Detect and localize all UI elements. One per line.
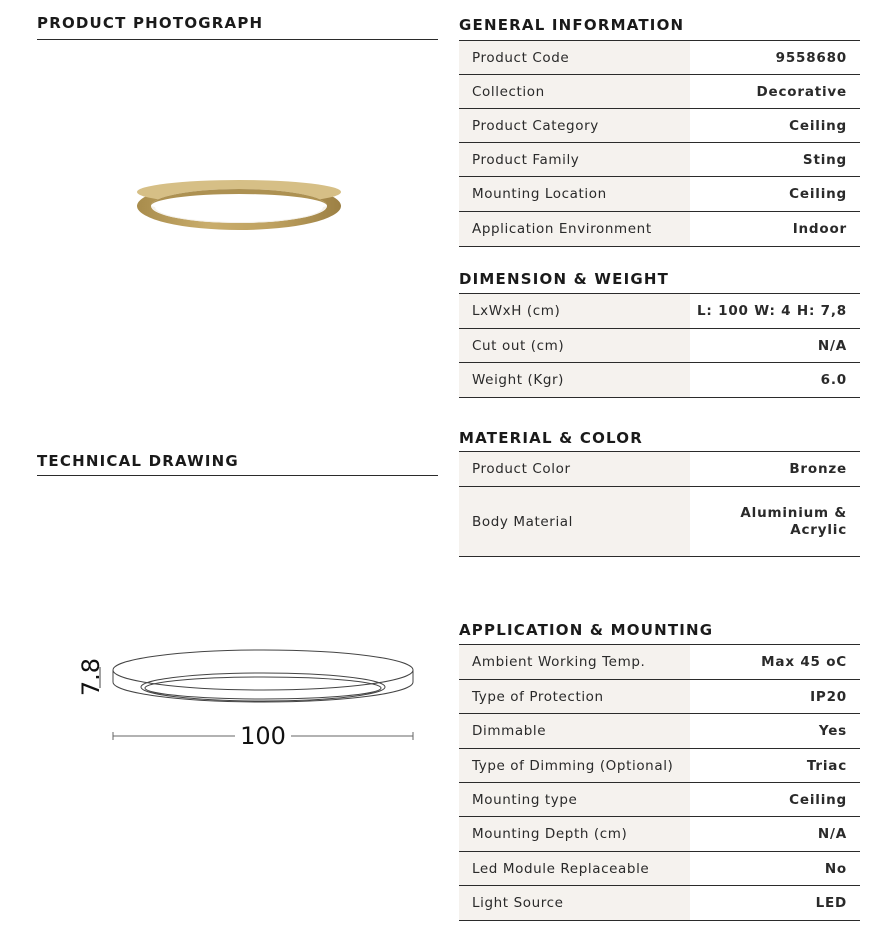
- row-label: Light Source: [459, 886, 690, 920]
- row-value: Ceiling: [789, 117, 847, 134]
- row-label: Application Environment: [459, 212, 690, 246]
- drawing-width-label: 100: [240, 722, 286, 750]
- general-information-table: [459, 40, 860, 247]
- table-row: [459, 329, 860, 363]
- table-row: [459, 645, 860, 680]
- material-color-heading: MATERIAL & COLOR: [459, 429, 643, 447]
- product-photograph-heading: PRODUCT PHOTOGRAPH: [37, 14, 264, 32]
- row-value: Sting: [802, 151, 847, 168]
- photo-heading-rule: [37, 39, 438, 40]
- drawing-height-label: 7.8: [77, 657, 105, 697]
- technical-drawing: [60, 640, 430, 760]
- material-color-table: [459, 451, 860, 557]
- row-label: Led Module Replaceable: [459, 852, 690, 885]
- table-row: [459, 852, 860, 886]
- row-value: Ceiling: [789, 791, 847, 808]
- table-row: [459, 363, 860, 398]
- row-label: Product Category: [459, 109, 690, 142]
- row-value: 9558680: [775, 49, 847, 66]
- row-value: Max 45 oC: [761, 654, 847, 670]
- row-value: Aluminium & Acrylic: [740, 504, 847, 538]
- general-information-heading: GENERAL INFORMATION: [459, 16, 685, 34]
- table-row: [459, 714, 860, 749]
- row-value: Ceiling: [789, 186, 847, 202]
- row-value: Yes: [818, 723, 847, 739]
- row-label: Weight (Kgr): [459, 363, 690, 397]
- row-label: Product Code: [459, 41, 690, 74]
- row-value: Decorative: [756, 83, 847, 100]
- table-row: [459, 75, 860, 109]
- table-row: [459, 783, 860, 817]
- row-value: No: [824, 860, 847, 877]
- table-row: [459, 109, 860, 143]
- row-value: Bronze: [789, 461, 847, 477]
- row-label: Type of Dimming (Optional): [459, 749, 690, 782]
- row-label: LxWxH (cm): [459, 294, 690, 328]
- row-label: Type of Protection: [459, 680, 690, 713]
- table-row: [459, 817, 860, 852]
- row-value: Triac: [806, 757, 847, 774]
- table-row: [459, 487, 860, 557]
- dimension-weight-heading: DIMENSION & WEIGHT: [459, 270, 670, 288]
- row-label: Mounting type: [459, 783, 690, 816]
- row-value: 6.0: [820, 372, 847, 388]
- table-row: [459, 177, 860, 212]
- row-label: Mounting Location: [459, 177, 690, 211]
- row-value: L: 100 W: 4 H: 7,8: [697, 303, 847, 319]
- row-label: Dimmable: [459, 714, 690, 748]
- row-label: Body Material: [459, 487, 690, 556]
- row-value: Indoor: [792, 221, 847, 237]
- row-value: IP20: [810, 688, 847, 705]
- technical-drawing-heading: TECHNICAL DRAWING: [37, 452, 239, 470]
- table-row: [459, 680, 860, 714]
- table-row: [459, 41, 860, 75]
- table-row: [459, 143, 860, 177]
- dimension-weight-table: [459, 293, 860, 398]
- row-value: N/A: [817, 826, 847, 842]
- table-row: [459, 212, 860, 247]
- table-row: [459, 452, 860, 487]
- row-value: N/A: [817, 337, 847, 354]
- row-label: Product Color: [459, 452, 690, 486]
- row-label: Mounting Depth (cm): [459, 817, 690, 851]
- row-label: Collection: [459, 75, 690, 108]
- application-mounting-table: [459, 644, 860, 921]
- table-row: [459, 294, 860, 329]
- row-label: Cut out (cm): [459, 329, 690, 362]
- application-mounting-heading: APPLICATION & MOUNTING: [459, 621, 714, 639]
- product-photo: [130, 170, 348, 240]
- drawing-heading-rule: [37, 475, 438, 476]
- row-label: Product Family: [459, 143, 690, 176]
- row-label: Ambient Working Temp.: [459, 645, 690, 679]
- row-value: LED: [815, 895, 847, 911]
- table-row: [459, 749, 860, 783]
- table-row: [459, 886, 860, 921]
